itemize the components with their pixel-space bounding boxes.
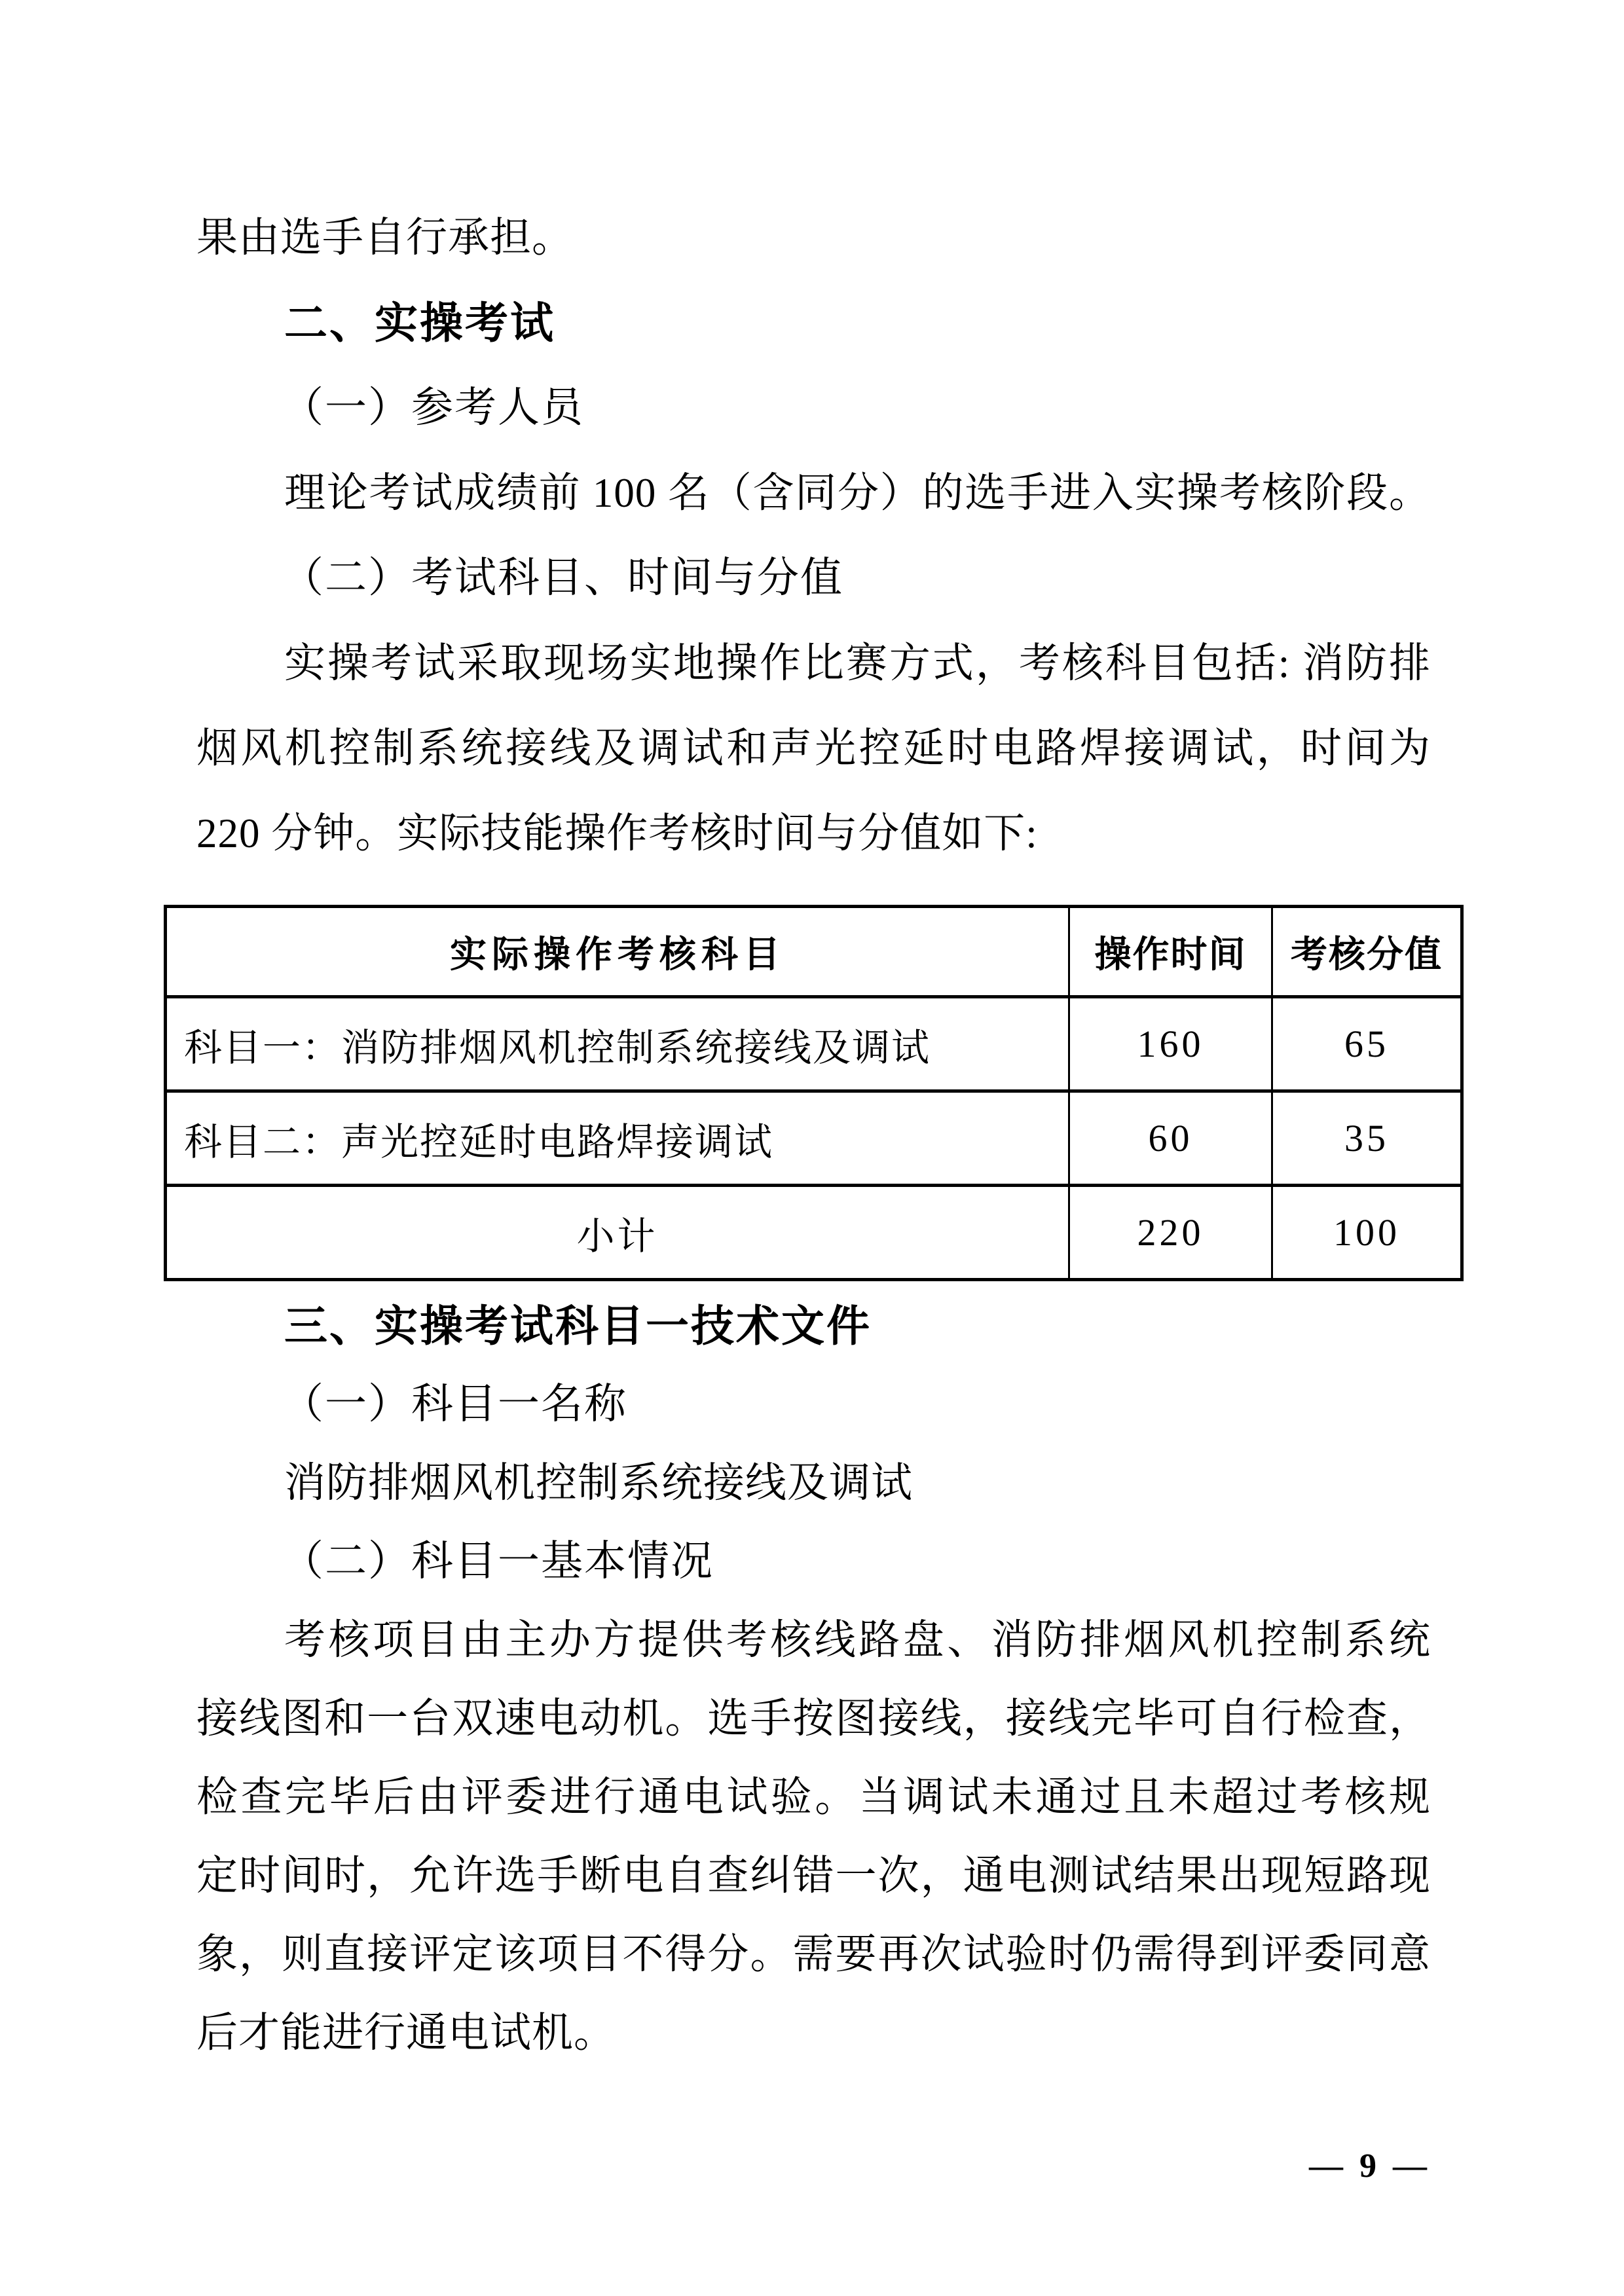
section-3-heading: 三、实操考试科目一技术文件: [284, 1302, 872, 1350]
paragraph-line: 烟风机控制系统接线及调试和声光控延时电路焊接调试，时间为: [196, 725, 1431, 771]
subtotal-cell: 小计: [166, 1186, 1069, 1280]
section-3-subject-name: 消防排烟风机控制系统接线及调试: [284, 1460, 913, 1506]
subject-2-cell: 科目二：声光控延时电路焊接调试: [166, 1091, 1069, 1186]
subtotal-score-cell: 100: [1272, 1186, 1462, 1280]
paragraph-line: 220 分钟。实际技能操作考核时间与分值如下:: [196, 811, 1038, 856]
subject-1-cell: 科目一：消防排烟风机控制系统接线及调试: [166, 997, 1069, 1091]
paragraph-line: 象，则直接评定该项目不得分。需要再次试验时仍需得到评委同意: [196, 1931, 1431, 1977]
section-3-sub-1-heading: （一）科目一名称: [282, 1381, 627, 1427]
table-header-score: 考核分值: [1272, 907, 1462, 997]
section-2-paragraph-1: 理论考试成绩前 100 名（含同分）的选手进入实操考核阶段。: [284, 470, 1431, 516]
section-2-heading: 二、实操考试: [284, 299, 555, 347]
document-body: [184, 195, 1443, 2187]
table-header-time: 操作时间: [1069, 907, 1272, 997]
table-row: [166, 997, 1462, 1091]
paragraph-line: 定时间时，允许选手断电自查纠错一次，通电测试结果出现短路现: [196, 1853, 1431, 1899]
subtotal-time-cell: 220: [1069, 1186, 1272, 1280]
exam-schedule-table: [164, 905, 1464, 1281]
section-2-sub-1-heading: （一）参考人员: [282, 384, 584, 431]
table-row: [166, 1186, 1462, 1280]
paragraph-line: 实操考试采取现场实地操作比赛方式，考核科目包括: 消防排: [284, 640, 1431, 686]
paragraph-line: 后才能进行通电试机。: [196, 2010, 616, 2056]
table-row: [166, 1091, 1462, 1186]
section-3-sub-2-heading: （二）科目一基本情况: [282, 1538, 714, 1584]
page-number: — 9 —: [1309, 2147, 1431, 2185]
paragraph-line: 考核项目由主办方提供考核线路盘、消防排烟风机控制系统: [284, 1617, 1431, 1663]
subject-1-time-cell: 160: [1069, 997, 1272, 1091]
subject-1-score-cell: 65: [1272, 997, 1462, 1091]
paragraph-line: 接线图和一台双速电动机。选手按图接线，接线完毕可自行检查，: [196, 1696, 1431, 1741]
table-header-row: [166, 907, 1462, 997]
subject-2-score-cell: 35: [1272, 1091, 1462, 1186]
section-2-sub-2-heading: （二）考试科目、时间与分值: [282, 555, 843, 601]
paragraph-line: 检查完毕后由评委进行通电试验。当调试未通过且未超过考核规: [196, 1774, 1431, 1820]
table-header-subject: 实际操作考核科目: [166, 907, 1069, 997]
paragraph-continuation-line: 果由选手自行承担。: [196, 215, 574, 261]
subject-2-time-cell: 60: [1069, 1091, 1272, 1186]
